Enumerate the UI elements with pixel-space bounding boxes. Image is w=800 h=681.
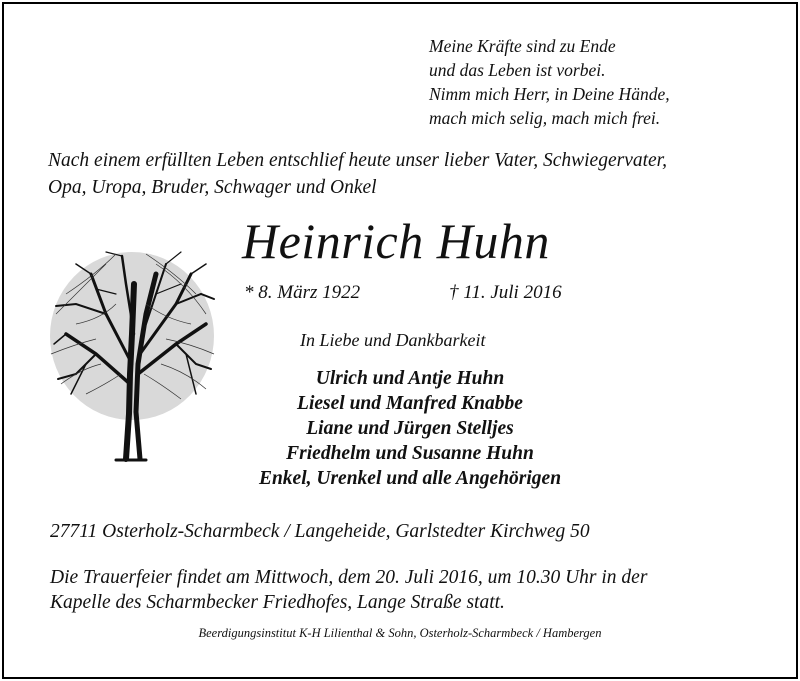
funeral-info	[50, 565, 647, 615]
poem-line: Meine Kräfte sind zu Ende	[429, 36, 616, 56]
dedication: In Liebe und Dankbarkeit	[300, 330, 486, 350]
obituary-notice	[2, 2, 798, 679]
birth-date: * 8. März 1922	[244, 282, 361, 303]
mourners-list	[230, 366, 590, 491]
funeral-line: Die Trauerfeier findet am Mittwoch, dem 20. Juli 2016, um 10.30 Uhr in der	[50, 567, 648, 588]
mourner: Enkel, Urenkel und alle Angehörigen	[258, 468, 562, 489]
mourner: Friedhelm und Susanne Huhn	[286, 443, 534, 464]
poem-line: mach mich selig, mach mich frei.	[429, 108, 661, 128]
poem-line: Nimm mich Herr, in Deine Hände,	[429, 84, 670, 104]
funeral-line: Kapelle des Scharmbecker Friedhofes, Lange Straße statt.	[50, 592, 505, 613]
poem	[429, 34, 670, 130]
deceased-name: Heinrich Huhn	[242, 213, 550, 269]
mourner: Liesel und Manfred Knabbe	[297, 393, 523, 414]
undertaker: Beerdigungsinstitut K-H Lilienthal & Sohn, Osterholz-Scharmbeck / Hambergen	[198, 626, 602, 640]
address: 27711 Osterholz-Scharmbeck / Langeheide, Garlstedter Kirchweg 50	[50, 521, 590, 542]
intro-line: Opa, Uropa, Bruder, Schwager und Onkel	[48, 177, 377, 198]
poem-line: und das Leben ist vorbei.	[429, 60, 606, 80]
intro-text	[48, 147, 667, 201]
tree-icon	[46, 244, 218, 466]
mourner: Liane und Jürgen Stelljes	[306, 418, 514, 439]
death-date: † 11. Juli 2016	[449, 282, 562, 303]
mourner: Ulrich und Antje Huhn	[315, 368, 505, 389]
intro-line: Nach einem erfüllten Leben entschlief heute unser lieber Vater, Schwiegervater,	[48, 150, 667, 171]
